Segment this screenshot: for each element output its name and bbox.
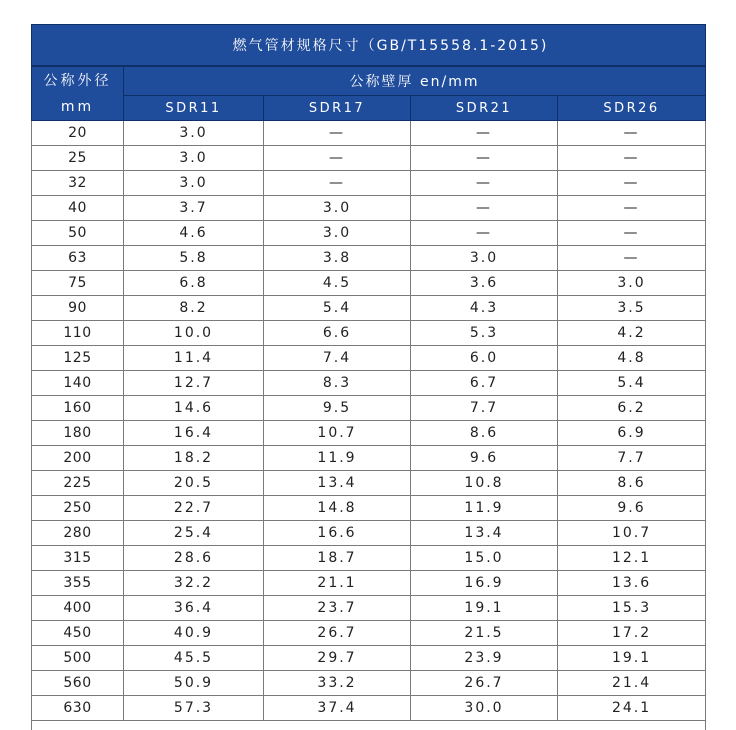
- group-header-row: [32, 66, 706, 96]
- outer-diameter-cell: 200: [32, 446, 124, 471]
- sdr26-cell: 13.6: [558, 571, 706, 596]
- sdr26-cell: 12.1: [558, 546, 706, 571]
- sdr11-cell: 16.4: [124, 421, 264, 446]
- sdr26-cell: 6.9: [558, 421, 706, 446]
- sdr21-cell: 5.3: [411, 321, 558, 346]
- column-header-sdr26: SDR26: [558, 96, 706, 121]
- sdr21-cell: 13.4: [411, 521, 558, 546]
- sdr21-cell: 21.5: [411, 621, 558, 646]
- table-title: [32, 25, 706, 67]
- sdr17-cell: 7.4: [264, 346, 411, 371]
- sdr17-cell: —: [264, 121, 411, 146]
- sdr21-cell: 15.0: [411, 546, 558, 571]
- sdr17-cell: 16.6: [264, 521, 411, 546]
- outer-diameter-cell: 450: [32, 621, 124, 646]
- table-row: [32, 671, 706, 696]
- table-row: [32, 646, 706, 671]
- sdr21-cell: 9.6: [411, 446, 558, 471]
- outer-diameter-cell: 225: [32, 471, 124, 496]
- table-row: [32, 146, 706, 171]
- sdr11-cell: 50.9: [124, 671, 264, 696]
- sdr21-cell: 30.0: [411, 696, 558, 721]
- sdr17-cell: 29.7: [264, 646, 411, 671]
- table-row: [32, 546, 706, 571]
- sdr21-cell: 19.1: [411, 596, 558, 621]
- sdr17-cell: 3.8: [264, 246, 411, 271]
- table-row: [32, 196, 706, 221]
- sdr26-cell: 7.7: [558, 446, 706, 471]
- sdr17-cell: 3.0: [264, 221, 411, 246]
- outer-diameter-cell: 50: [32, 221, 124, 246]
- sdr11-cell: 14.6: [124, 396, 264, 421]
- sdr11-cell: 28.6: [124, 546, 264, 571]
- sdr17-cell: 9.5: [264, 396, 411, 421]
- outer-diameter-cell: 140: [32, 371, 124, 396]
- table-header: [32, 25, 706, 121]
- table-row: [32, 396, 706, 421]
- sdr21-cell: —: [411, 221, 558, 246]
- sdr17-cell: 4.5: [264, 271, 411, 296]
- sdr17-cell: —: [264, 171, 411, 196]
- table-body: [32, 121, 706, 730]
- table-row: [32, 171, 706, 196]
- table-row: [32, 296, 706, 321]
- table-row: [32, 696, 706, 721]
- pipe-spec-table: [31, 24, 706, 730]
- outer-diameter-cell: 560: [32, 671, 124, 696]
- outer-diameter-cell: 315: [32, 546, 124, 571]
- sdr26-cell: —: [558, 246, 706, 271]
- sdr26-cell: —: [558, 146, 706, 171]
- table-row: [32, 346, 706, 371]
- sdr21-cell: —: [411, 146, 558, 171]
- outer-diameter-cell: 160: [32, 396, 124, 421]
- sdr26-cell: 10.7: [558, 521, 706, 546]
- table-row: [32, 421, 706, 446]
- outer-diameter-header: [32, 66, 124, 121]
- sdr21-cell: 6.0: [411, 346, 558, 371]
- table-row: [32, 571, 706, 596]
- column-header-sdr21: SDR21: [411, 96, 558, 121]
- sdr21-cell: 11.9: [411, 496, 558, 521]
- sdr26-cell: 4.8: [558, 346, 706, 371]
- sdr17-cell: 10.7: [264, 421, 411, 446]
- sdr11-cell: 25.4: [124, 521, 264, 546]
- sdr17-cell: 11.9: [264, 446, 411, 471]
- sdr11-cell: 12.7: [124, 371, 264, 396]
- outer-diameter-cell: 63: [32, 246, 124, 271]
- outer-diameter-cell: 400: [32, 596, 124, 621]
- sdr11-cell: 3.7: [124, 196, 264, 221]
- outer-diameter-cell: 630: [32, 696, 124, 721]
- sdr26-cell: 8.6: [558, 471, 706, 496]
- sdr11-cell: 10.0: [124, 321, 264, 346]
- outer-diameter-cell: 125: [32, 346, 124, 371]
- sdr21-cell: 6.7: [411, 371, 558, 396]
- sdr26-cell: —: [558, 196, 706, 221]
- sdr26-cell: 21.4: [558, 671, 706, 696]
- sdr11-cell: 5.8: [124, 246, 264, 271]
- sdr26-cell: 3.0: [558, 271, 706, 296]
- table-title-text: 燃气管材规格尺寸（GB/T15558.1-2015): [233, 38, 549, 54]
- sdr11-cell: 20.5: [124, 471, 264, 496]
- outer-diameter-cell: 90: [32, 296, 124, 321]
- table-row: [32, 621, 706, 646]
- sdr17-cell: 23.7: [264, 596, 411, 621]
- sdr11-cell: 40.9: [124, 621, 264, 646]
- outer-diameter-cell: 110: [32, 321, 124, 346]
- sdr26-cell: 24.1: [558, 696, 706, 721]
- sdr21-cell: —: [411, 171, 558, 196]
- sdr17-cell: 37.4: [264, 696, 411, 721]
- sdr21-cell: 8.6: [411, 421, 558, 446]
- table-row: [32, 321, 706, 346]
- column-header-sdr11: SDR11: [124, 96, 264, 121]
- sdr17-cell: 33.2: [264, 671, 411, 696]
- sdr26-cell: —: [558, 171, 706, 196]
- sdr26-cell: 15.3: [558, 596, 706, 621]
- sdr21-cell: 10.8: [411, 471, 558, 496]
- outer-diameter-cell: 180: [32, 421, 124, 446]
- table-row: [32, 446, 706, 471]
- wall-thickness-header: 公称壁厚 en/mm: [124, 66, 706, 96]
- outer-diameter-cell: 250: [32, 496, 124, 521]
- outer-diameter-cell: 32: [32, 171, 124, 196]
- sdr21-cell: 16.9: [411, 571, 558, 596]
- sdr17-cell: 3.0: [264, 196, 411, 221]
- sdr21-cell: 26.7: [411, 671, 558, 696]
- sdr26-cell: —: [558, 121, 706, 146]
- sdr11-cell: 3.0: [124, 121, 264, 146]
- sdr26-cell: —: [558, 221, 706, 246]
- sdr21-cell: 7.7: [411, 396, 558, 421]
- sdr17-cell: 14.8: [264, 496, 411, 521]
- sdr21-cell: 23.9: [411, 646, 558, 671]
- sdr21-cell: 4.3: [411, 296, 558, 321]
- sdr26-cell: 3.5: [558, 296, 706, 321]
- table-row: [32, 496, 706, 521]
- outer-diameter-cell: 25: [32, 146, 124, 171]
- sdr17-cell: 6.6: [264, 321, 411, 346]
- column-header-sdr17: SDR17: [264, 96, 411, 121]
- sdr11-cell: 3.0: [124, 146, 264, 171]
- sdr26-cell: 5.4: [558, 371, 706, 396]
- sdr11-cell: 32.2: [124, 571, 264, 596]
- sdr17-cell: 13.4: [264, 471, 411, 496]
- table-row: [32, 596, 706, 621]
- sdr21-cell: —: [411, 196, 558, 221]
- sdr17-cell: 18.7: [264, 546, 411, 571]
- sdr11-cell: 8.2: [124, 296, 264, 321]
- sdr26-cell: 19.1: [558, 646, 706, 671]
- sdr11-cell: 4.6: [124, 221, 264, 246]
- outer-diameter-cell: 20: [32, 121, 124, 146]
- table-row: [32, 221, 706, 246]
- table-row: [32, 371, 706, 396]
- sdr11-cell: 3.0: [124, 171, 264, 196]
- sdr26-cell: 17.2: [558, 621, 706, 646]
- sdr11-cell: 18.2: [124, 446, 264, 471]
- sdr17-cell: 21.1: [264, 571, 411, 596]
- sdr17-cell: 26.7: [264, 621, 411, 646]
- sdr17-cell: —: [264, 146, 411, 171]
- outer-diameter-unit: mm: [32, 94, 123, 120]
- sdr26-cell: 6.2: [558, 396, 706, 421]
- outer-diameter-cell: 280: [32, 521, 124, 546]
- sdr11-cell: 57.3: [124, 696, 264, 721]
- sdr21-cell: 3.0: [411, 246, 558, 271]
- table-row: [32, 521, 706, 546]
- sdr21-cell: —: [411, 121, 558, 146]
- table-row: [32, 246, 706, 271]
- sdr17-cell: 8.3: [264, 371, 411, 396]
- outer-diameter-cell: 355: [32, 571, 124, 596]
- sdr26-cell: 4.2: [558, 321, 706, 346]
- outer-diameter-cell: 75: [32, 271, 124, 296]
- sdr17-cell: 5.4: [264, 296, 411, 321]
- sdr11-cell: 36.4: [124, 596, 264, 621]
- table-row: [32, 121, 706, 146]
- table-row: [32, 471, 706, 496]
- table-row: [32, 271, 706, 296]
- sdr-header-row: [32, 96, 706, 121]
- outer-diameter-cell: 40: [32, 196, 124, 221]
- outer-diameter-cell: 500: [32, 646, 124, 671]
- sdr11-cell: 45.5: [124, 646, 264, 671]
- title-row: [32, 25, 706, 67]
- outer-diameter-label: 公称外径: [44, 73, 112, 89]
- sdr26-cell: 9.6: [558, 496, 706, 521]
- sdr11-cell: 11.4: [124, 346, 264, 371]
- sdr11-cell: 6.8: [124, 271, 264, 296]
- sdr11-cell: 22.7: [124, 496, 264, 521]
- sdr21-cell: 3.6: [411, 271, 558, 296]
